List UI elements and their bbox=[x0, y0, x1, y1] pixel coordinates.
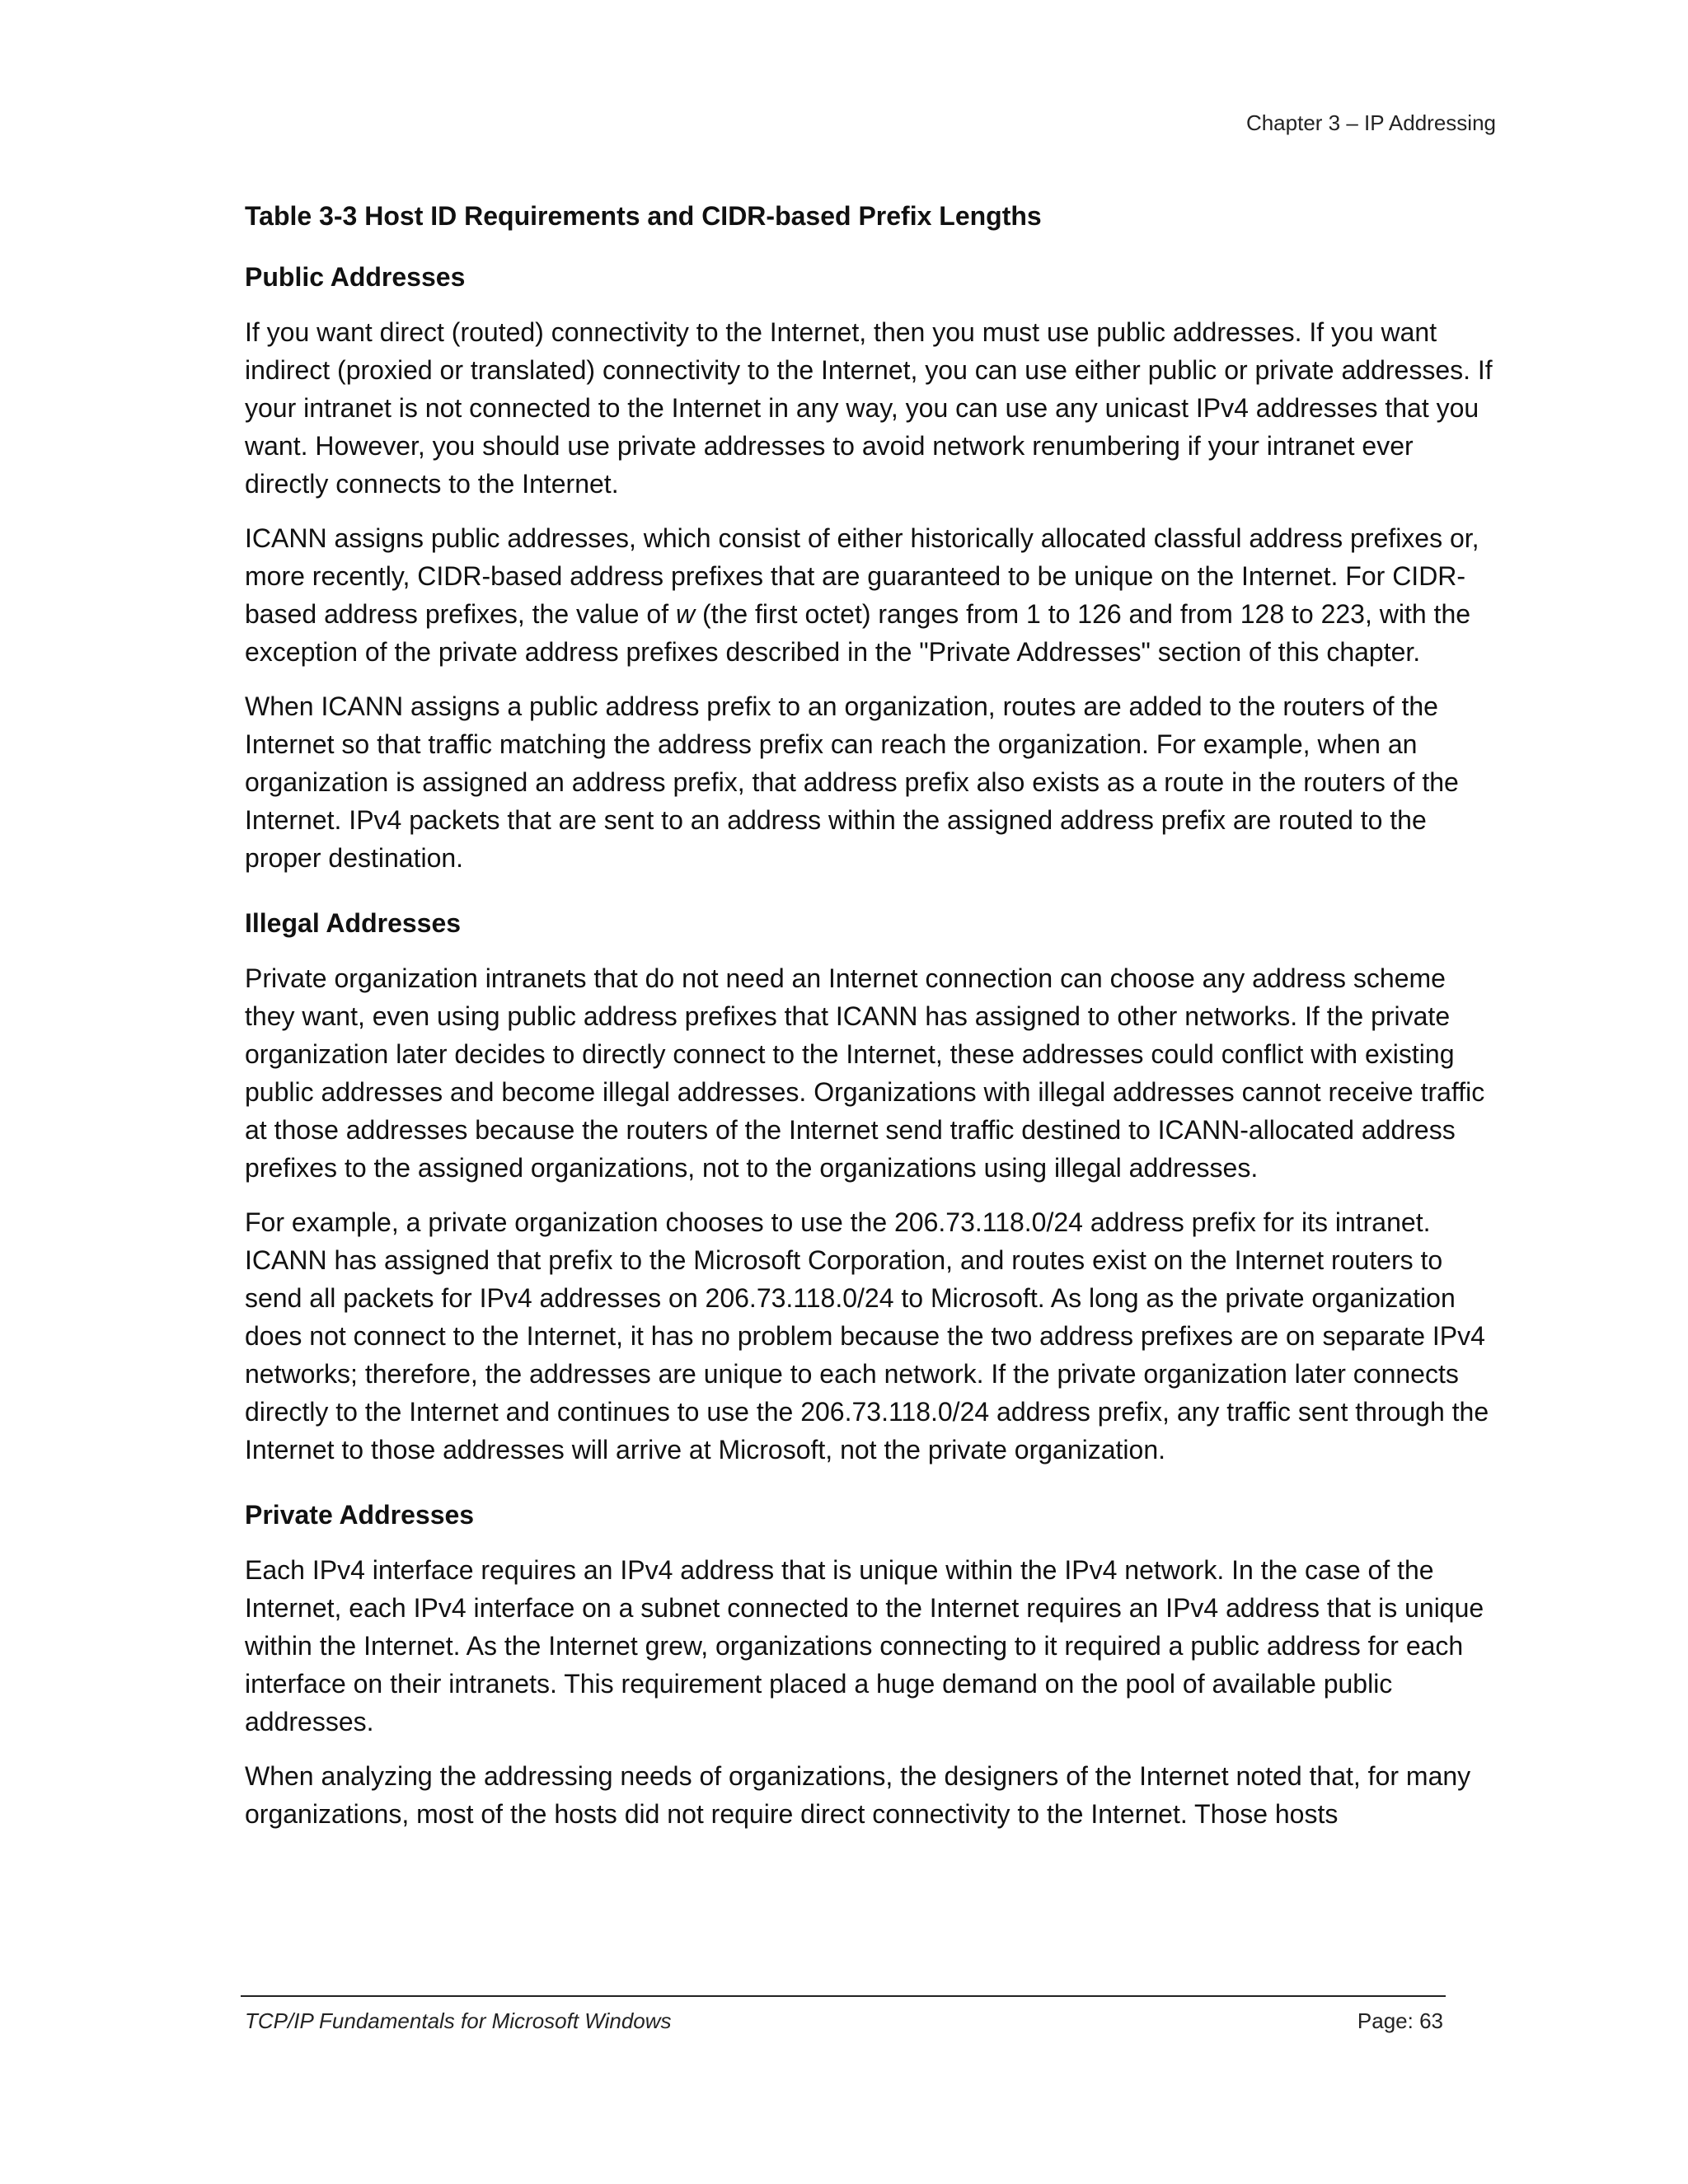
section-heading: Public Addresses bbox=[245, 262, 466, 292]
paragraph: For example, a private organization chooses to use the 206.73.118.0/24 address prefix for its intranet. ICANN has assigned that prefix to the Microsoft Corporation, and routes exist on the Internet routers to send all packets for IPv4 addresses on 206.73.118.0/24 to Microsoft. As long as the private organization does not connect to the Internet, it has no problem because the two address prefixes are on separate IPv4 networks; therefore, the addresses are unique to each network. If the private organization later connects directly to the Internet and continues to use the 206.73.118.0/24 address prefix, any traffic sent through the Internet to those addresses will arrive at Microsoft, not the private organization. bbox=[245, 1207, 1489, 1465]
page-content bbox=[245, 199, 1498, 1863]
paragraph: When ICANN assigns a public address prefix to an organization, routes are added to the routers of the Internet so that traffic matching the address prefix can reach the organization. For example, when an organization is assigned an address prefix, that address prefix also exists as a route in the routers of the Internet. IPv4 packets that are sent to an address within the assigned address prefix are routed to the proper destination. bbox=[245, 691, 1459, 873]
footer-divider bbox=[241, 1995, 1446, 1997]
section-public-addresses bbox=[245, 260, 1498, 877]
paragraph-text: ICANN assigns public addresses, which consist of either historically allocated classful address prefixes or, more recently, CIDR-based address prefixes that are guaranteed to be unique on the Internet. For CIDR-based address prefixes, the value of bbox=[245, 523, 1479, 629]
footer-page-number: Page: 63 bbox=[1357, 2008, 1443, 2033]
paragraph-text: (the first octet) ranges from 1 to 126 and from 128 to 223, with the exception of the private address prefixes described in the "Private Addresses" section of this chapter. bbox=[245, 599, 1471, 667]
footer-book-title: TCP/IP Fundamentals for Microsoft Windows bbox=[245, 2008, 672, 2033]
italic-variable: w bbox=[675, 599, 696, 629]
running-header: Chapter 3 – IP Addressing bbox=[1245, 110, 1496, 135]
paragraph: If you want direct (routed) connectivity to the Internet, then you must use public addresses. If you want indirect (proxied or translated) connectivity to the Internet, you can use either public or private addresses. If your intranet is not connected to the Internet in any way, you can use any unicast IPv4 addresses that you want. However, you should use private addresses to avoid network renumbering if your intranet ever directly connects to the Internet. bbox=[245, 317, 1493, 499]
paragraph: When analyzing the addressing needs of organizations, the designers of the Internet noted that, for many organizations, most of the hosts did not require direct connectivity to the Internet. Those hosts bbox=[245, 1761, 1471, 1829]
section-heading: Private Addresses bbox=[245, 1500, 475, 1530]
table-caption: Table 3-3 Host ID Requirements and CIDR-based Prefix Lengths bbox=[245, 201, 1042, 231]
section-illegal-addresses bbox=[245, 907, 1498, 1469]
paragraph: Each IPv4 interface requires an IPv4 address that is unique within the IPv4 network. In the case of the Internet, each IPv4 interface on a subnet connected to the Internet requires an IPv4 address that is unique within the Internet. As the Internet grew, organizations connecting to it required a public address for each interface on their intranets. This requirement placed a huge demand on the pool of available public addresses. bbox=[245, 1555, 1484, 1736]
paragraph: Private organization intranets that do not need an Internet connection can choose any address scheme they want, even using public address prefixes that ICANN has assigned to other networks. If the private organization later decides to directly connect to the Internet, these addresses could conflict with existing public addresses and become illegal addresses. Organizations with illegal addresses cannot receive traffic at those addresses because the routers of the Internet send traffic destined to ICANN-allocated address prefixes to the assigned organizations, not to the organizations using illegal addresses. bbox=[245, 963, 1485, 1183]
paragraph bbox=[245, 519, 1498, 671]
section-private-addresses bbox=[245, 1498, 1498, 1833]
section-heading: Illegal Addresses bbox=[245, 908, 462, 938]
